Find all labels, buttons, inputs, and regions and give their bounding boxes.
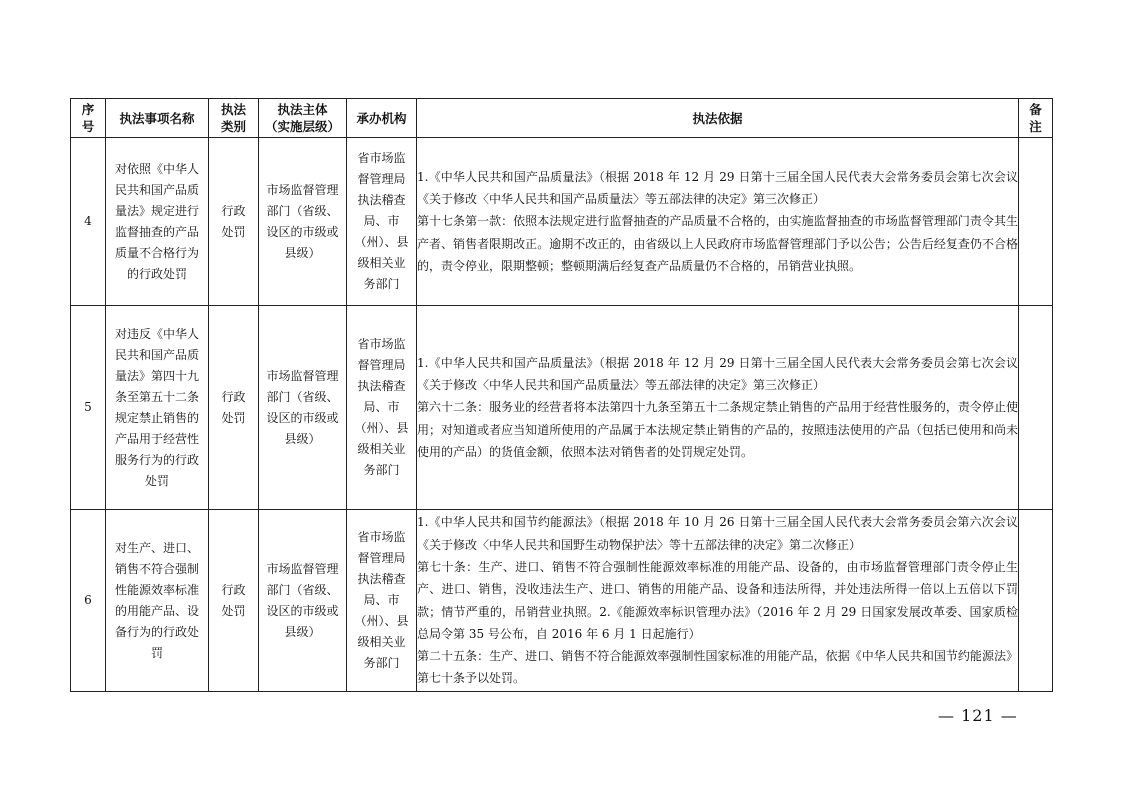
row-subject: 市场监督管理部门（省级、设区的市级或县级） — [259, 510, 347, 692]
row-category: 行政处罚 — [209, 306, 259, 510]
header-remark: 备注 — [1019, 99, 1053, 138]
page-number: — 121 — — [938, 706, 1018, 725]
row-category: 行政处罚 — [209, 510, 259, 692]
table-header-row — [71, 99, 1053, 138]
row-item-name: 对依照《中华人民共和国产品质量法》规定进行监督抽查的产品质量不合格行为的行政处罚 — [106, 138, 209, 306]
basis-paragraph: 1.《中华人民共和国节约能源法》（根据 2018 年 10 月 26 日第十三届全国人民代表大会常务委员会第六次会议《关于修改〈中华人民共和国野生动物保护法〉等十五部法律的决定》第二次修正） — [417, 515, 1018, 552]
header-seq: 序号 — [71, 99, 106, 138]
row-basis — [417, 138, 1019, 306]
basis-paragraph: 第十七条第一款：依照本法规定进行监督抽查的产品质量不合格的，由实施监督抽查的市场监督管理部门责令其生产者、销售者限期改正。逾期不改正的，由省级以上人民政府市场监督管理部门予以公告；公告后经复查仍不合格的，责令停业，限期整顿；整顿期满后经复查产品质量仍不合格的，吊销营业执照。 — [417, 214, 1018, 273]
header-subject-line1: 执法主体 — [277, 102, 328, 117]
row-basis — [417, 306, 1019, 510]
enforcement-table — [70, 98, 1053, 692]
row-seq: 6 — [71, 510, 106, 692]
header-subject — [259, 99, 347, 138]
row-item-name: 对违反《中华人民共和国产品质量法》第四十九条至第五十二条规定禁止销售的产品用于经营性服务行为的行政处罚 — [106, 306, 209, 510]
row-remark — [1019, 510, 1053, 692]
row-agency: 省市场监督管理局执法稽查局、市（州）、县级相关业务部门 — [347, 510, 417, 692]
table-row — [71, 306, 1053, 510]
header-agency: 承办机构 — [347, 99, 417, 138]
basis-paragraph: 第七十条：生产、进口、销售不符合强制性能源效率标准的用能产品、设备的，由市场监督管理部门责令停止生产、进口、销售，没收违法生产、进口、销售的用能产品、设备和违法所得，并处违法所得一倍以上五倍以下罚款；情节严重的，吊销营业执照。2.《能源效率标识管理办法》（2016 年 2 月 29 日国家发展改革委、国家质检总局令第 35 号公布，自 2016 年 6 月 1 日起施行） — [417, 559, 1018, 641]
basis-paragraph: 第六十二条：服务业的经营者将本法第四十九条至第五十二条规定禁止销售的产品用于经营性服务的，责令停止使用；对知道或者应当知道所使用的产品属于本法规定禁止销售的产品的，按照违法使用的产品（包括已使用和尚未使用的产品）的货值金额，依照本法对销售者的处罚规定处罚。 — [417, 400, 1018, 459]
table-row — [71, 510, 1053, 692]
row-item-name: 对生产、进口、销售不符合强制性能源效率标准的用能产品、设备行为的行政处罚 — [106, 510, 209, 692]
basis-paragraph: 1.《中华人民共和国产品质量法》（根据 2018 年 12 月 29 日第十三届全国人民代表大会常务委员会第七次会议《关于修改〈中华人民共和国产品质量法〉等五部法律的决定》第三次修正） — [417, 355, 1018, 393]
row-subject: 市场监督管理部门（省级、设区的市级或县级） — [259, 138, 347, 306]
row-basis — [417, 510, 1019, 692]
basis-paragraph: 1.《中华人民共和国产品质量法》（根据 2018 年 12 月 29 日第十三届全国人民代表大会常务委员会第七次会议《关于修改〈中华人民共和国产品质量法〉等五部法律的决定》第三次修正） — [417, 169, 1018, 207]
basis-paragraph: 第二十五条：生产、进口、销售不符合能源效率强制性国家标准的用能产品，依据《中华人民共和国节约能源法》第七十条予以处罚。 — [417, 649, 1018, 686]
row-remark — [1019, 306, 1053, 510]
table-row — [71, 138, 1053, 306]
row-category: 行政处罚 — [209, 138, 259, 306]
row-seq: 4 — [71, 138, 106, 306]
row-remark — [1019, 138, 1053, 306]
row-agency: 省市场监督管理局执法稽查局、市（州）、县级相关业务部门 — [347, 306, 417, 510]
row-subject: 市场监督管理部门（省级、设区的市级或县级） — [259, 306, 347, 510]
header-item-name: 执法事项名称 — [106, 99, 209, 138]
header-subject-line2: （实施层级） — [264, 119, 340, 134]
header-basis: 执法依据 — [417, 99, 1019, 138]
row-seq: 5 — [71, 306, 106, 510]
header-category: 执法类别 — [209, 99, 259, 138]
row-agency: 省市场监督管理局执法稽查局、市（州）、县级相关业务部门 — [347, 138, 417, 306]
